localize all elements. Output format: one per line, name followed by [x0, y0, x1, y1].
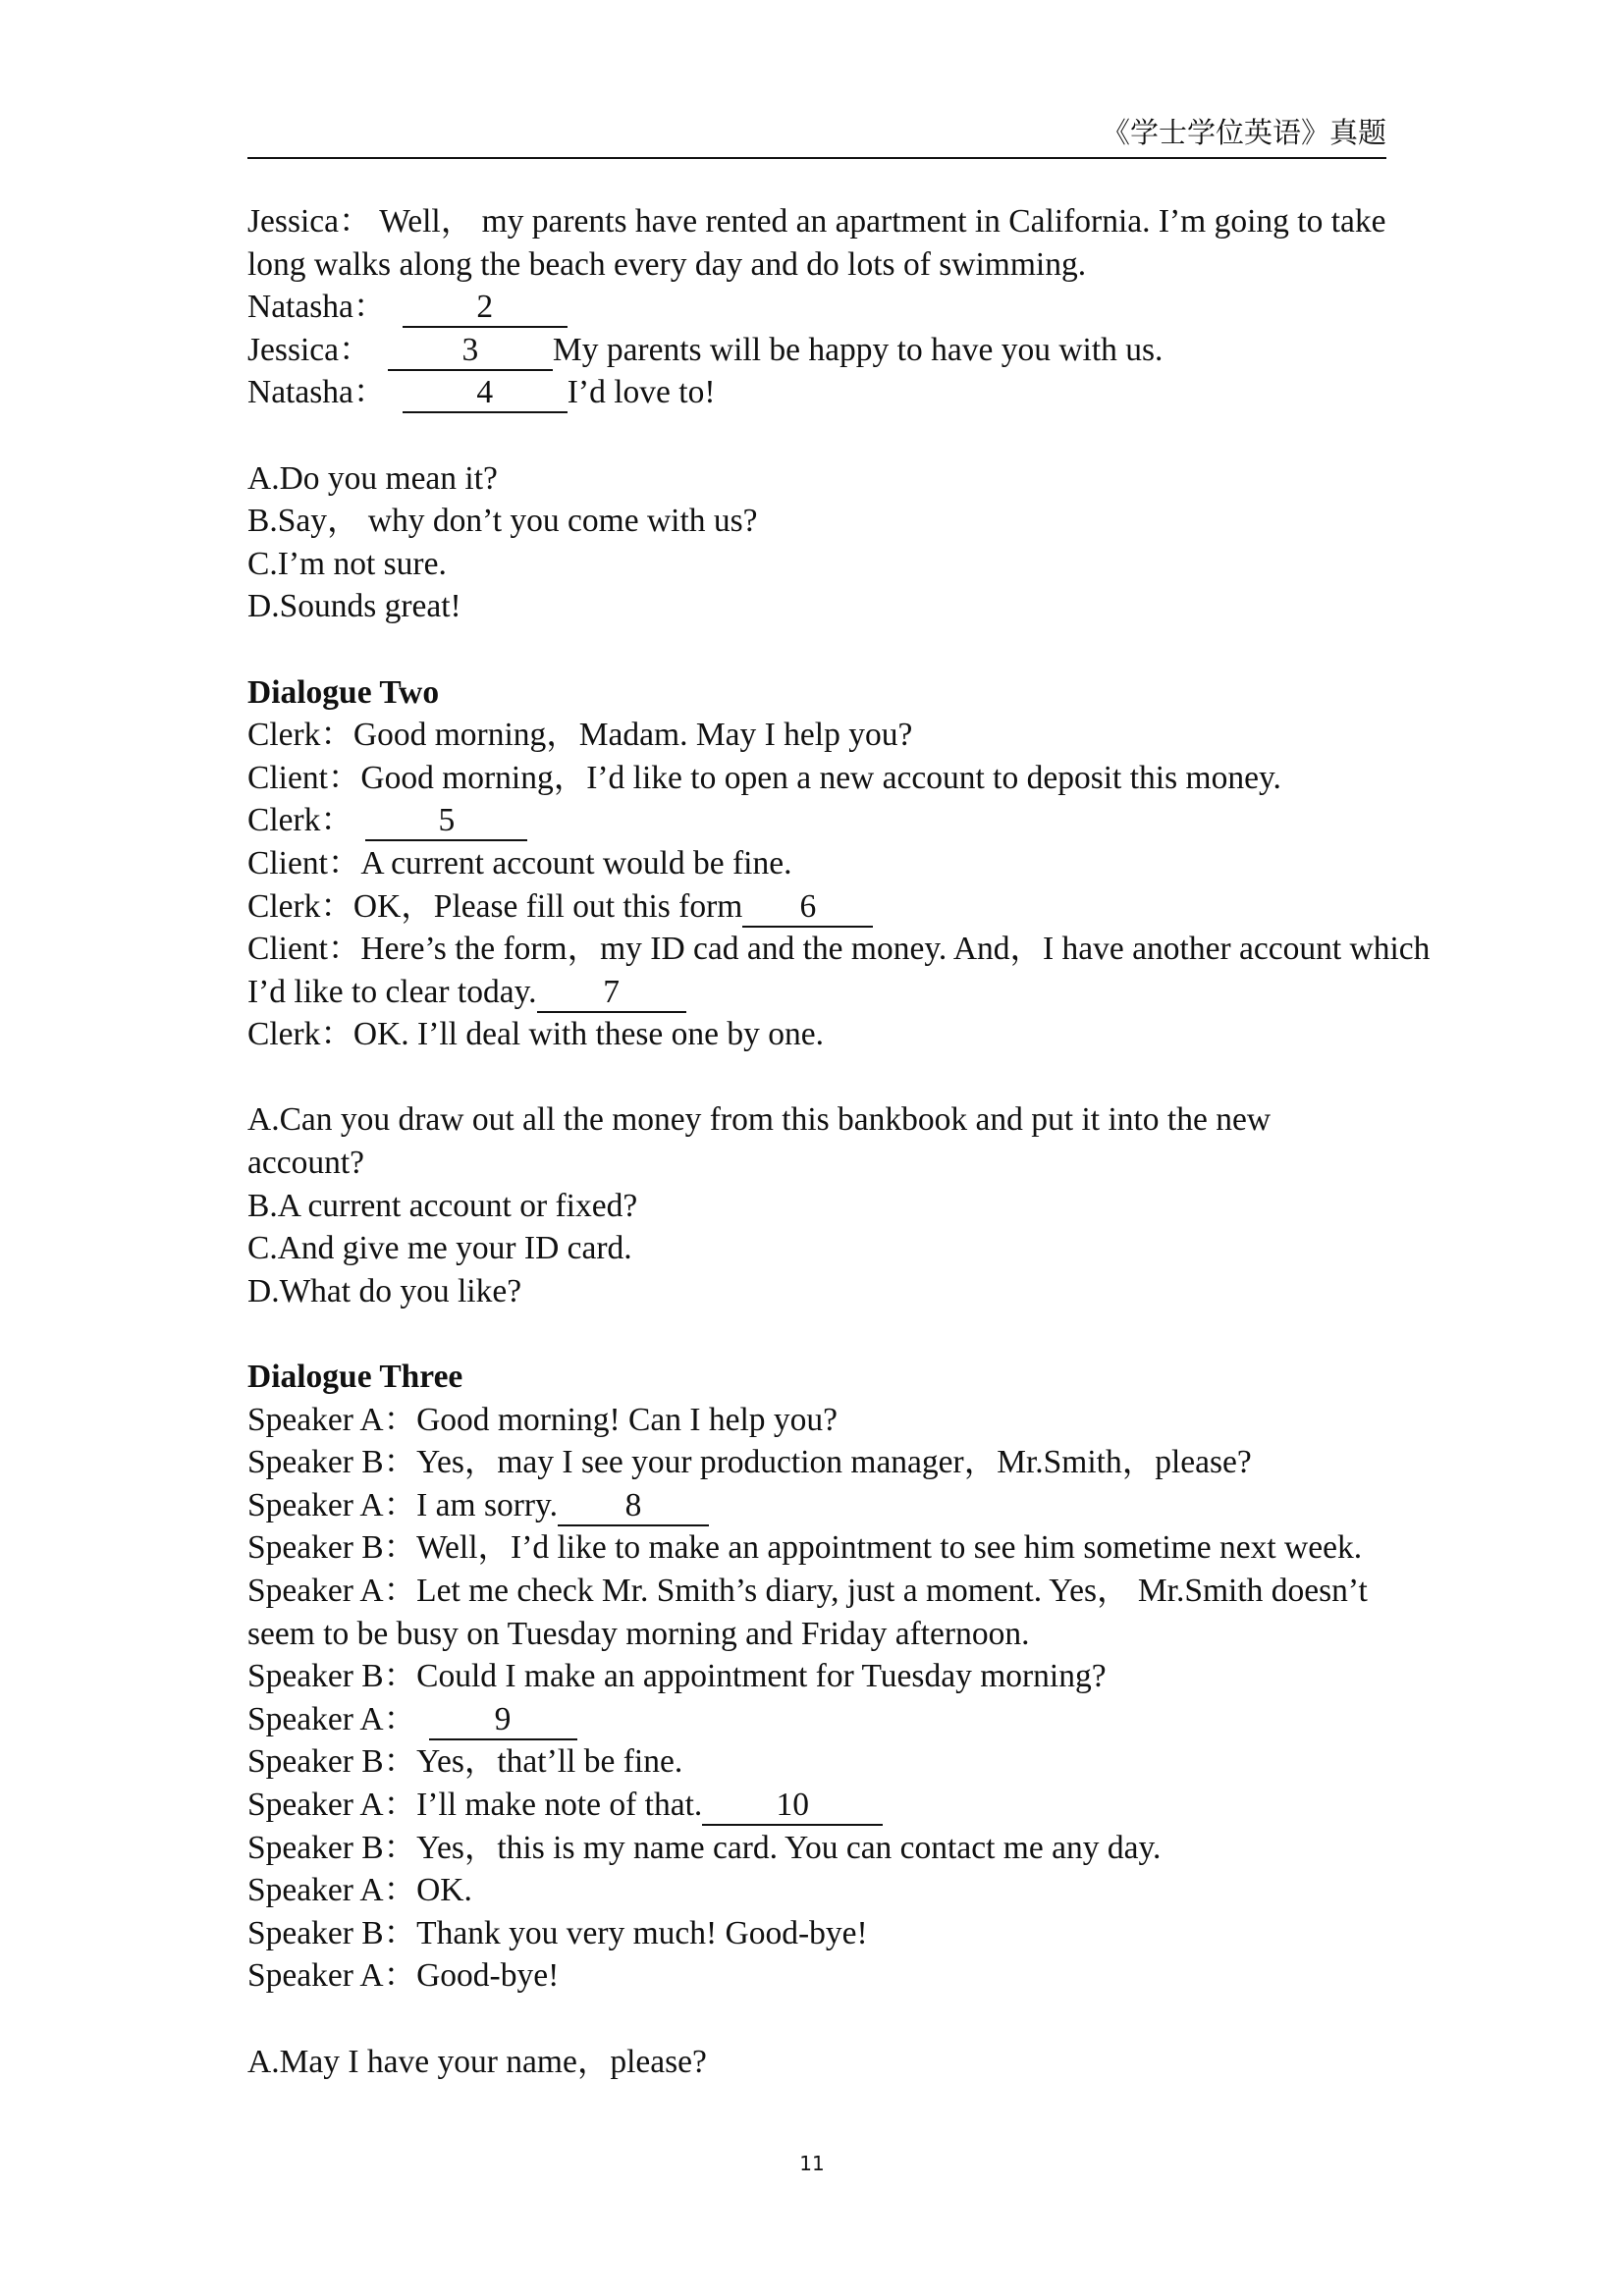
dialogue-line: Speaker B：Yes，that’ll be fine.: [247, 1743, 683, 1781]
answer-blank-4[interactable]: 4: [403, 376, 568, 413]
option-item: C.I’m not sure.: [247, 545, 447, 582]
dialogue-line: Client：Good morning，I’d like to open a new account to deposit this money.: [247, 759, 1281, 796]
dialogue-line: Speaker A：Let me check Mr. Smith’s diary, just a moment. Yes， Mr.Smith doesn’t: [247, 1573, 1368, 1609]
dialogue-line: Speaker A：OK.: [247, 1872, 472, 1909]
spacer: [247, 628, 1391, 671]
answer-blank-10[interactable]: 10: [702, 1789, 883, 1826]
answer-blank-2[interactable]: 2: [403, 291, 568, 328]
dialogue-line: [247, 1484, 1391, 1527]
speaker-label: Clerk：: [247, 802, 353, 839]
dialogue-line: [247, 971, 1391, 1014]
answer-blank-3[interactable]: 3: [388, 334, 553, 371]
spacer: [247, 414, 1391, 457]
dialogue-line: [247, 1784, 1391, 1827]
answer-blank-7[interactable]: 7: [537, 976, 686, 1013]
answer-blank-8[interactable]: 8: [558, 1489, 709, 1526]
dialogue-line: [247, 329, 1391, 372]
spacer: [247, 1056, 1391, 1099]
dialogue-line: Speaker B：Yes，this is my name card. You can contact me any day.: [247, 1829, 1162, 1866]
header-title: 《学士学位英语》真题: [1101, 118, 1386, 149]
option-item: A.Can you draw out all the money from this bankbook and put it into the new: [247, 1101, 1272, 1139]
option-item: B.Say， why don’t you come with us?: [247, 503, 758, 540]
dialogue-line: [247, 1698, 1391, 1741]
dialogue-line: long walks along the beach every day and do lots of swimming.: [247, 245, 1087, 283]
dialogue-line: Speaker B：Well，I’d like to make an appointment to see him sometime next week.: [247, 1529, 1363, 1567]
spacer: [247, 1312, 1391, 1356]
answer-blank-9[interactable]: 9: [429, 1703, 577, 1740]
dialogue-line: Speaker B：Yes，may I see your production manager，Mr.Smith，please?: [247, 1444, 1252, 1481]
speaker-label: Natasha：: [247, 374, 387, 411]
dialogue-text: Speaker A：I am sorry.: [247, 1486, 558, 1523]
dialogue-text: My parents will be happy to have you with us.: [552, 331, 1164, 368]
dialogue-line: [247, 371, 1391, 414]
section-heading: Dialogue Two: [247, 673, 440, 711]
dialogue-line: [247, 885, 1391, 929]
spacer: [247, 1998, 1391, 2041]
dialogue-text: Speaker A：I’ll make note of that.: [247, 1786, 703, 1823]
dialogue-line: Speaker A：Good morning! Can I help you?: [247, 1401, 839, 1438]
speaker-label: Speaker A：: [247, 1700, 417, 1737]
dialogue-line: Speaker B：Could I make an appointment for Tuesday morning?: [247, 1658, 1107, 1695]
dialogue-line: [247, 286, 1391, 329]
dialogue-line: Jessica： Well， my parents have rented an apartment in California. I’m going to take: [247, 203, 1386, 240]
dialogue-line: Speaker A：Good-bye!: [247, 1957, 560, 1995]
dialogue-line: Clerk：Good morning，Madam. May I help you?: [247, 717, 913, 754]
answer-blank-5[interactable]: 5: [365, 804, 527, 841]
option-item: A.May I have your name，please?: [247, 2043, 707, 2080]
speaker-label: Jessica：: [247, 331, 372, 368]
option-item: D.Sounds great!: [247, 588, 461, 625]
dialogue-text: I’d like to clear today.: [247, 973, 537, 1010]
page-number: 11: [799, 2152, 825, 2175]
dialogue-line: [247, 799, 1391, 842]
section-heading: Dialogue Three: [247, 1359, 463, 1396]
answer-blank-6[interactable]: 6: [742, 890, 873, 928]
dialogue-line: seem to be busy on Tuesday morning and Friday afternoon.: [247, 1615, 1030, 1652]
option-item: B.A current account or fixed?: [247, 1187, 638, 1224]
page-header: [247, 114, 1386, 159]
option-item: D.What do you like?: [247, 1272, 522, 1309]
speaker-label: Natasha：: [247, 289, 387, 326]
option-item: A.Do you mean it?: [247, 459, 498, 497]
page-body: [247, 200, 1431, 2083]
dialogue-line: Clerk：OK. I’ll deal with these one by one.: [247, 1016, 825, 1053]
option-item: account?: [247, 1145, 365, 1182]
dialogue-line: Speaker B：Thank you very much! Good-bye!: [247, 1914, 868, 1951]
dialogue-line: Client：Here’s the form，my ID cad and the money. And，I have another account which: [247, 931, 1431, 968]
option-item: C.And give me your ID card.: [247, 1230, 632, 1267]
dialogue-line: Client：A current account would be fine.: [247, 844, 792, 881]
dialogue-text: I’d love to!: [567, 374, 716, 411]
dialogue-text: Clerk：OK，Please fill out this form: [247, 887, 743, 925]
